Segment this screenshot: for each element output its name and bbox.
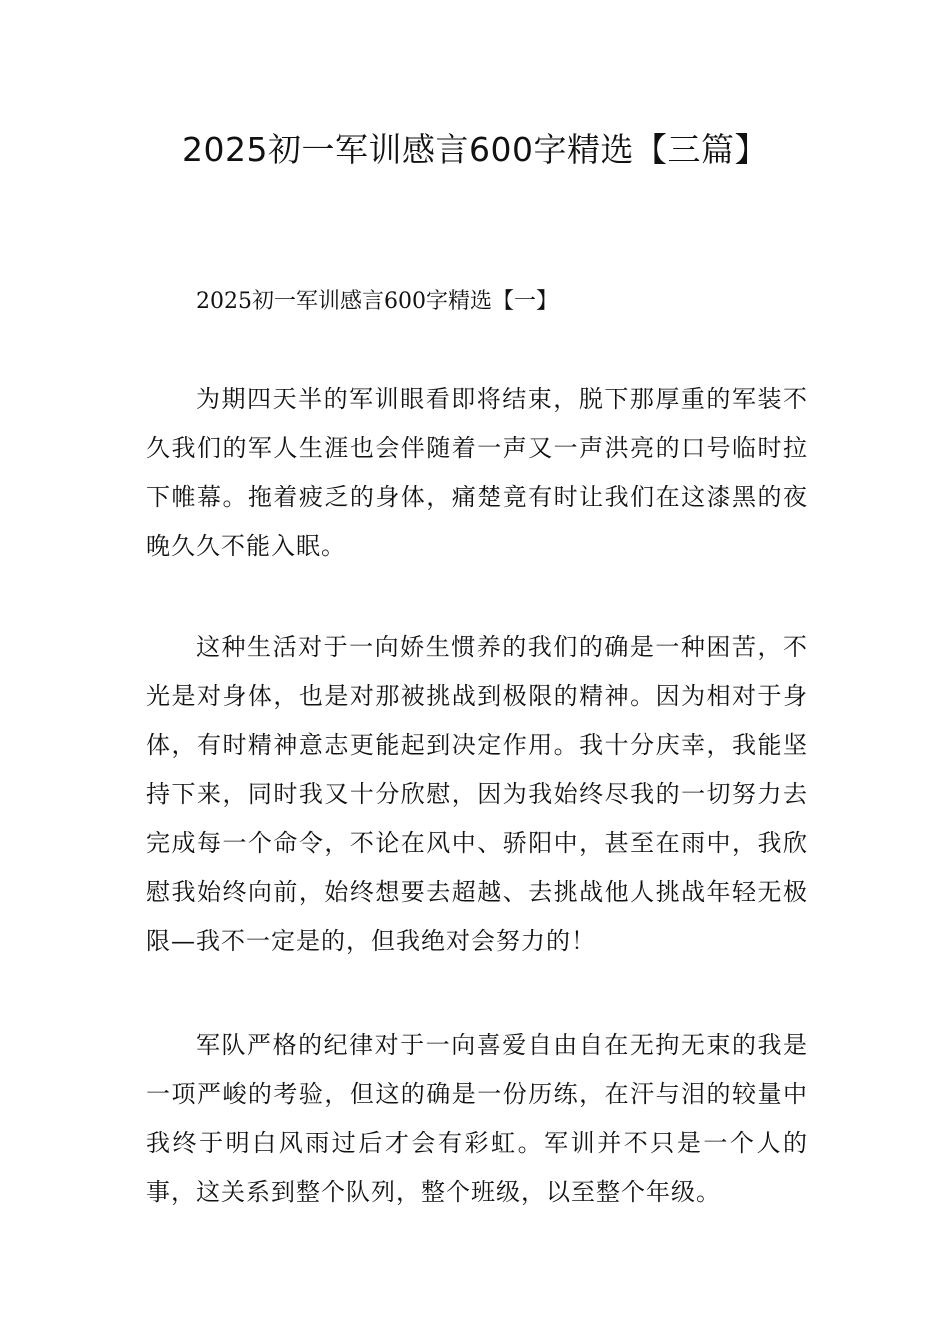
document-title: 2025初一军训感言600字精选【三篇】 (182, 130, 768, 169)
section-heading: 2025初一军训感言600字精选【一】 (196, 289, 558, 314)
paragraph: 为期四天半的军训眼看即将结束，脱下那厚重的军装不久我们的军人生涯也会伴随着一声又一声洪亮的口号临时拉下帷幕。拖着疲乏的身体，痛楚竟有时让我们在这漆黑的夜晚久久不能入眠。 (146, 385, 808, 560)
paragraph: 军队严格的纪律对于一向喜爱自由自在无拘无束的我是一项严峻的考验，但这的确是一份历练，在汗与泪的较量中我终于明白风雨过后才会有彩虹。军训并不只是一个人的事，这关系到整个队列，整个班级，以至整个年级。 (146, 1031, 808, 1206)
paragraph: 这种生活对于一向娇生惯养的我们的确是一种困苦，不光是对身体，也是对那被挑战到极限的精神。因为相对于身体，有时精神意志更能起到决定作用。我十分庆幸，我能坚持下来，同时我又十分欣慰，因为我始终尽我的一切努力去完成每一个命令，不论在风中、骄阳中，甚至在雨中，我欣慰我始终向前，始终想要去超越、去挑战他人挑战年轻无极限—我不一定是的，但我绝对会努力的！ (146, 633, 808, 955)
